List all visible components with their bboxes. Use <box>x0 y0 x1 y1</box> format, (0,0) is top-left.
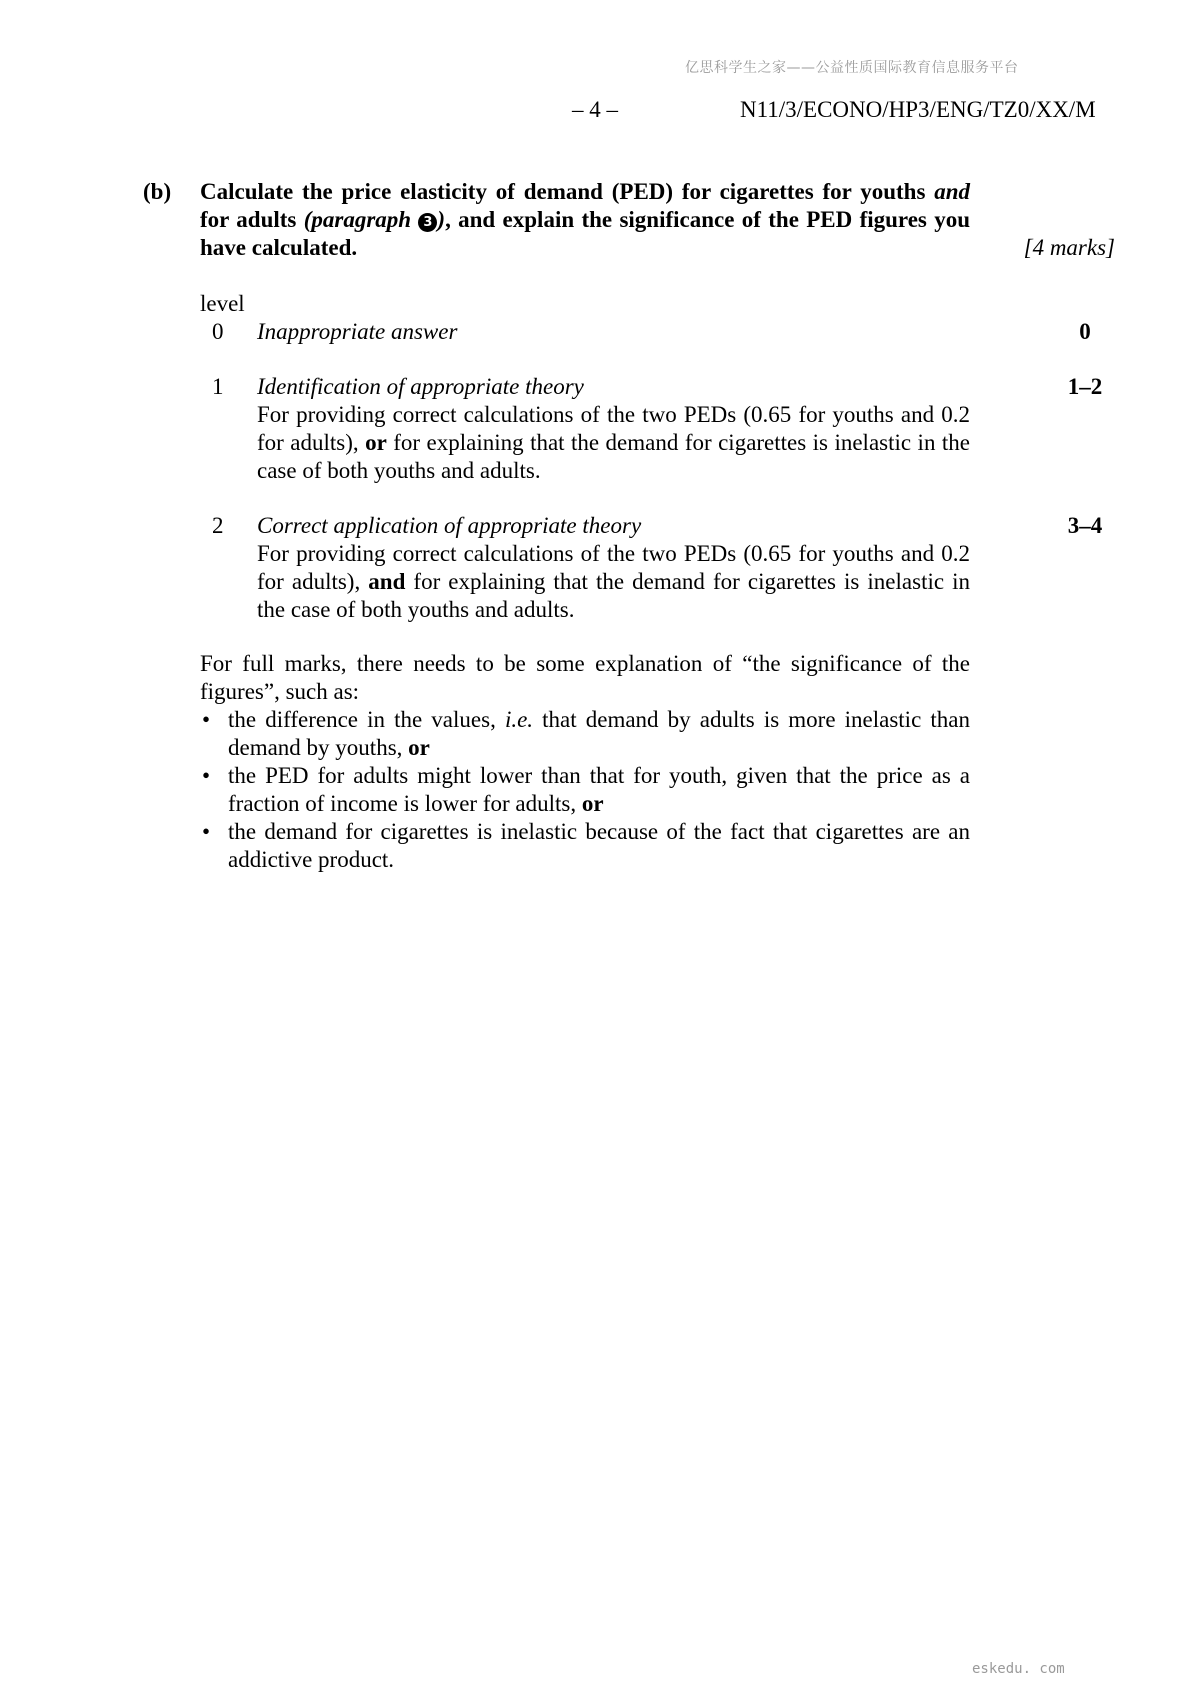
list-item: • the demand for cigarettes is inelastic because of the fact that cigarettes are an addictive product. <box>202 819 970 872</box>
level-title: Inappropriate answer <box>257 319 458 344</box>
level-text: For providing correct calculations of the two PEDs (0.65 for youths and 0.2 for adults), and for explaining that the demand for cigarettes is inelastic in the case of both youths and adults. <box>257 541 970 622</box>
level-number: 1 <box>212 374 224 399</box>
question-marks: [4 marks] <box>1023 235 1115 260</box>
level-number: 2 <box>212 513 224 538</box>
levels-heading: level <box>200 291 245 316</box>
full-marks-intro: For full marks, there needs to be some explanation of “the significance of the figures”, such as: <box>200 651 970 704</box>
level-marks: 1–2 <box>1067 374 1103 399</box>
level-marks: 0 <box>1079 319 1091 344</box>
significance-list <box>200 706 970 874</box>
bullet-icon: • <box>202 707 211 732</box>
bullet-icon: • <box>202 819 211 844</box>
full-marks-explanation <box>200 650 970 874</box>
level-number: 0 <box>212 319 224 344</box>
bullet-icon: • <box>202 763 211 788</box>
list-item: • the PED for adults might lower than that for youth, given that the price as a fraction of income is lower for adults, or <box>202 763 970 816</box>
level-descriptor <box>257 318 970 346</box>
level-marks: 3–4 <box>1067 513 1103 538</box>
document-code: N11/3/ECONO/HP3/ENG/TZ0/XX/M <box>740 97 1096 122</box>
question-text: Calculate the price elasticity of demand (PED) for cigarettes for youths and for adults (paragraph 3 ), and explain the significance of the PED figures you have calculated. <box>200 179 970 260</box>
level-title: Correct application of appropriate theory <box>257 513 642 538</box>
question-part-label: (b) <box>143 179 172 204</box>
watermark-bottom: eskedu. com <box>972 1661 1065 1677</box>
page-number: – 4 – <box>572 97 618 122</box>
watermark-top: 亿思科学生之家——公益性质国际教育信息服务平台 <box>685 60 1019 76</box>
circled-three-icon: 3 <box>418 213 437 232</box>
level-title: Identification of appropriate theory <box>257 374 584 399</box>
level-descriptor <box>257 512 970 624</box>
list-item: • the difference in the values, i.e. that demand by adults is more inelastic than demand by youths, or <box>202 707 970 760</box>
level-text: For providing correct calculations of the two PEDs (0.65 for youths and 0.2 for adults), or for explaining that the demand for cigarettes is inelastic in the case of both youths and adults. <box>257 402 970 483</box>
level-descriptor <box>257 373 970 485</box>
